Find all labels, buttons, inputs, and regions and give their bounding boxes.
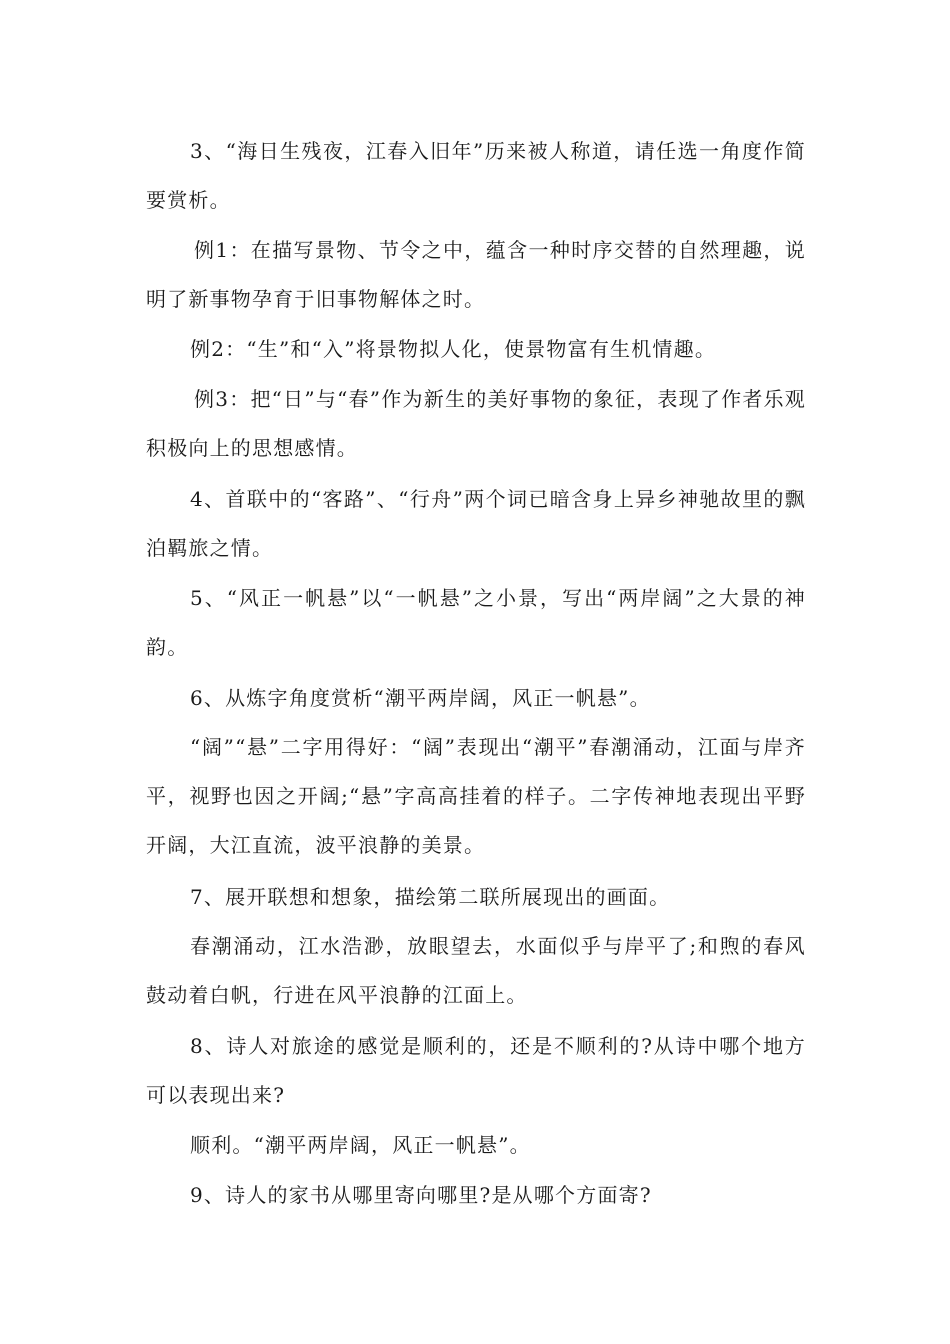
answer-3-example-3: 例3：把“日”与“春”作为新生的美好事物的象征，表现了作者乐观积极向上的思想感情。 bbox=[146, 387, 806, 460]
item-4: 4、首联中的“客路”、“行舟”两个词已暗含身上异乡神驰故里的飘泊羁旅之情。 bbox=[146, 487, 806, 560]
question-3: 3、“海日生残夜，江春入旧年”历来被人称道，请任选一角度作简要赏析。 bbox=[146, 139, 806, 212]
answer-8: 顺利。“潮平两岸阔，风正一帆悬”。 bbox=[190, 1133, 531, 1157]
answer-3-example-1: 例1：在描写景物、节令之中，蕴含一种时序交替的自然理趣，说明了新事物孕育于旧事物解体之时。 bbox=[146, 238, 806, 311]
question-6: 6、从炼字角度赏析“潮平两岸阔，风正一帆悬”。 bbox=[190, 686, 651, 710]
question-7: 7、展开联想和想象，描绘第二联所展现出的画面。 bbox=[190, 885, 671, 909]
answer-6: “阔”“悬”二字用得好：“阔”表现出“潮平”春潮涌动，江面与岸齐平，视野也因之开阔;“悬”字高高挂着的样子。二字传神地表现出平野开阔，大江直流，波平浪静的美景。 bbox=[146, 735, 806, 857]
answer-3-example-2: 例2：“生”和“入”将景物拟人化，使景物富有生机情趣。 bbox=[190, 337, 717, 361]
question-9: 9、诗人的家书从哪里寄向哪里?是从哪个方面寄? bbox=[190, 1183, 652, 1207]
answer-7: 春潮涌动，江水浩渺，放眼望去，水面似乎与岸平了;和煦的春风鼓动着白帆，行进在风平浪静的江面上。 bbox=[146, 934, 806, 1007]
item-5: 5、“风正一帆悬”以“一帆悬”之小景，写出“两岸阔”之大景的神韵。 bbox=[146, 586, 806, 659]
question-8: 8、诗人对旅途的感觉是顺利的，还是不顺利的?从诗中哪个地方可以表现出来? bbox=[146, 1034, 806, 1107]
